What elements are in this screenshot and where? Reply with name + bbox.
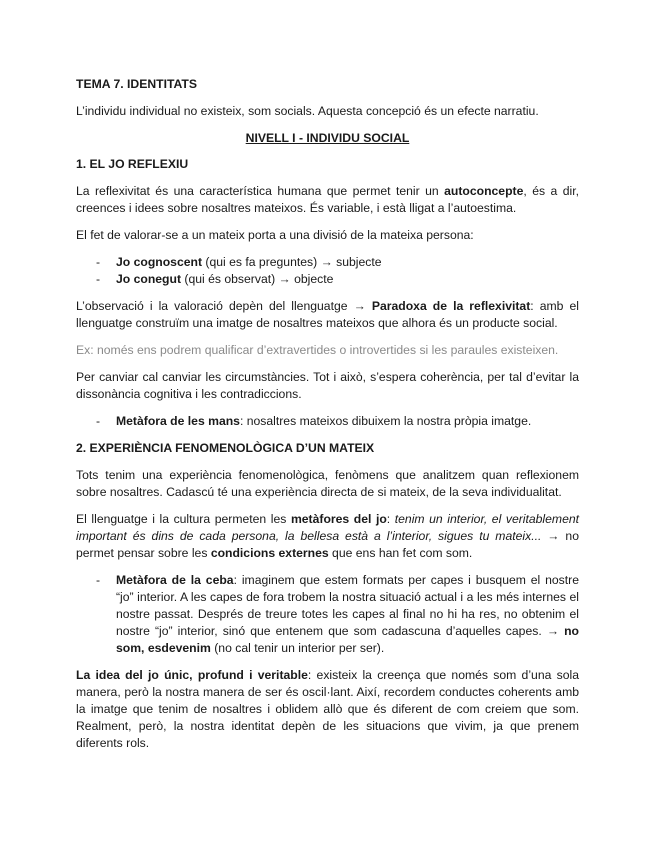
term: metàfores del jo xyxy=(290,512,387,526)
section-1-list xyxy=(76,254,579,288)
text-span: (qui és observat) → objecte xyxy=(181,272,334,286)
intro-paragraph: L’individu individual no existeix, som socials. Aquesta concepció és un efecte narratiu. xyxy=(76,104,539,118)
text-span: El llenguatge i la cultura permeten les xyxy=(76,512,291,526)
dash-bullet: - xyxy=(96,272,101,286)
dash-bullet: - xyxy=(96,414,101,428)
term: no som, esdevenim xyxy=(116,624,579,655)
list-item xyxy=(76,254,579,271)
text-span: La reflexivitat és una característica humana que permet tenir un xyxy=(76,184,445,198)
term: Jo cognoscent xyxy=(116,255,203,269)
document-title: TEMA 7. IDENTITATS xyxy=(76,77,197,91)
section-2-heading: 2. EXPERIÈNCIA FENOMENOLÒGICA D’UN MATEIX xyxy=(76,441,375,455)
section-2-paragraph-3 xyxy=(76,667,579,752)
text-span: : xyxy=(386,512,395,526)
text-span: (qui es fa preguntes) → subjecte xyxy=(202,255,382,269)
text-span: (no cal tenir un interior per ser). xyxy=(210,641,385,655)
section-1-list-2 xyxy=(76,413,579,430)
term: Metàfora de les mans xyxy=(116,414,240,428)
term-paradoxa: Paradoxa de la reflexivitat xyxy=(371,299,531,313)
text-span: : imaginem que estem formats per capes i busquem el nostre “jo” interior. A les capes de fora trobem la nostra situació actual i a les més internes el nostre passat. Després de treure totes les capes al final no hi ha res, no obtenim el nostre “jo” interior, sinó que entenem que som cadascuna d’aquelles capes. → xyxy=(116,573,579,638)
list-item xyxy=(76,413,579,430)
section-2-paragraph-1: Tots tenim una experiència fenomenològica, fenòmens que analitzem quan reflexionem sobre nosaltres. Cadascú té una experiència directa de si mateix, de la seva individualitat. xyxy=(76,468,579,499)
section-1-paragraph-3 xyxy=(76,298,579,332)
section-1-heading: 1. EL JO REFLEXIU xyxy=(76,157,189,171)
text-span: , és a dir, creences i idees sobre nosaltres mateixos. És variable, i està lligat a l’autoestima. xyxy=(76,184,580,215)
list-item xyxy=(76,271,579,288)
text-span: que ens han fet com som. xyxy=(328,546,473,560)
term: Jo conegut xyxy=(116,272,182,286)
dash-bullet: - xyxy=(96,573,101,587)
section-1-paragraph-4: Per canviar cal canviar les circumstàncies. Tot i això, s’espera coherència, per tal d’evitar la dissonància cognitiva i les contradiccions. xyxy=(76,370,579,401)
section-1-paragraph-2: El fet de valorar-se a un mateix porta a una divisió de la mateixa persona: xyxy=(76,228,474,242)
section-2-list xyxy=(76,572,579,657)
text-span: : amb el llenguatge construïm una imatge de nosaltres mateixos que alhora és un producte social. xyxy=(76,299,579,330)
term: Metàfora de la ceba xyxy=(116,573,234,587)
italic-text: tenim un interior, el veritablement important és dins de cada persona, la bellesa està a l’interior, sigues tu mateix... xyxy=(76,512,580,543)
section-1-paragraph-1 xyxy=(76,183,579,217)
text-span: L’observació i la valoració depèn del llenguatge → xyxy=(76,299,372,313)
dash-bullet: - xyxy=(96,255,101,269)
level-heading: NIVELL I - INDIVIDU SOCIAL xyxy=(245,131,410,145)
text-span: : nosaltres mateixos dibuixem la nostra pròpia imatge. xyxy=(239,414,532,428)
example-note: Ex: només ens podrem qualificar d’extravertides o introvertides si les paraules existeixen. xyxy=(76,343,559,357)
term-autoconcepte: autoconcepte xyxy=(444,184,524,198)
text-span: : existeix la creença que només som d’una sola manera, però la nostra manera de ser és oscil·lant. Així, recordem conductes coherents amb la imatge que tenim de nosaltres i oblidem allò que és diferent de com creiem que som. Realment, però, la nostra identitat depèn de les situacions que vivim, ja que prenem diferents rols. xyxy=(76,668,579,750)
list-item xyxy=(76,572,579,657)
term: La idea del jo únic, profund i veritable xyxy=(76,668,308,682)
section-2-paragraph-2 xyxy=(76,511,579,562)
term: condicions externes xyxy=(210,546,329,560)
text-span: → no permet pensar sobre les xyxy=(76,529,579,560)
